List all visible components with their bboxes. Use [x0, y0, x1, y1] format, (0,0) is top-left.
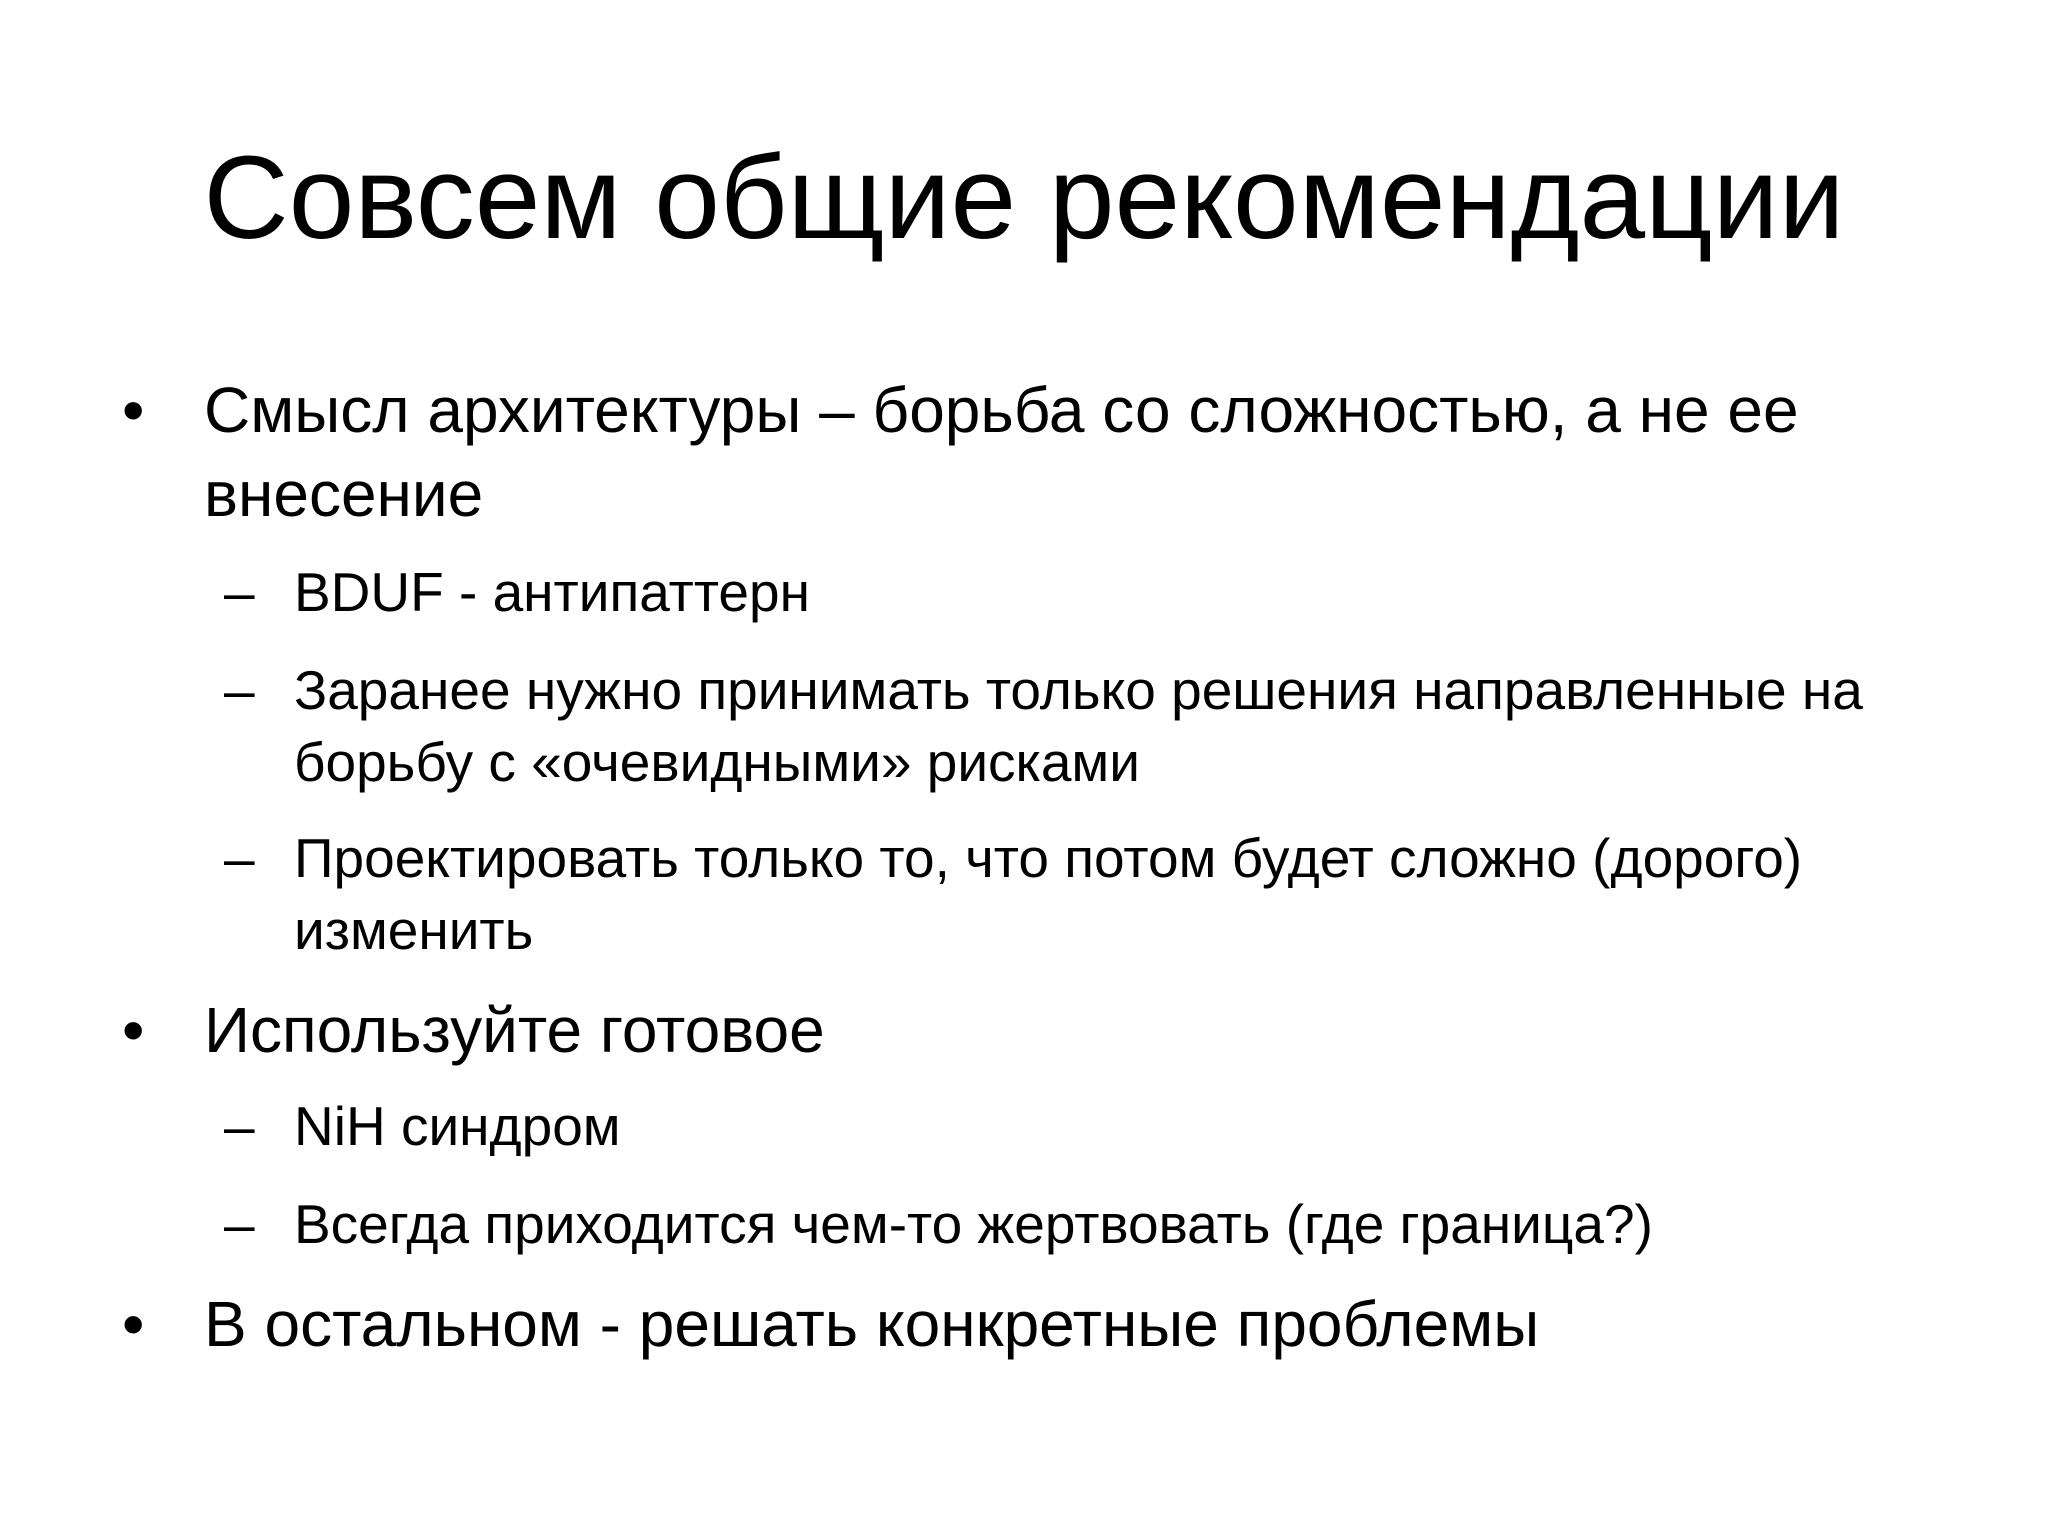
- sub-bullet-text: NiH синдром: [294, 1095, 621, 1157]
- bullet-text: В остальном - решать конкретные проблемы: [204, 1288, 1540, 1360]
- bullet-icon: •: [122, 374, 145, 446]
- sub-bullet-item: [120, 654, 2000, 798]
- dash-icon: –: [224, 561, 255, 623]
- dash-icon: –: [224, 659, 255, 721]
- bullet-text: Смысл архитектуры – борьба со сложностью, а не ее внесение: [204, 374, 1799, 530]
- slide-title: Совсем общие рекомендации: [203, 132, 1845, 264]
- dash-icon: –: [224, 1193, 255, 1255]
- sub-bullet-item: [120, 1188, 2000, 1260]
- dash-icon: –: [224, 1095, 255, 1157]
- sub-bullet-text: Заранее нужно принимать только решения направленные на борьбу с «очевидными» рисками: [294, 659, 1863, 793]
- dash-icon: –: [224, 827, 255, 889]
- sub-bullet-item: [120, 1090, 2000, 1162]
- bullet-list: [120, 368, 2000, 1382]
- bullet-icon: •: [122, 1288, 145, 1360]
- bullet-item: [120, 1282, 2000, 1366]
- sub-bullet-item: [120, 556, 2000, 628]
- bullet-text: Используйте готовое: [204, 994, 825, 1066]
- sub-bullet-item: [120, 822, 2000, 966]
- bullet-icon: •: [122, 994, 145, 1066]
- bullet-item: [120, 988, 2000, 1072]
- bullet-item: [120, 368, 2000, 536]
- sub-bullet-text: BDUF - антипаттерн: [294, 561, 810, 623]
- sub-bullet-text: Проектировать только то, что потом будет сложно (дорого) изменить: [294, 827, 1803, 961]
- sub-bullet-text: Всегда приходится чем-то жертвовать (где граница?): [294, 1193, 1653, 1255]
